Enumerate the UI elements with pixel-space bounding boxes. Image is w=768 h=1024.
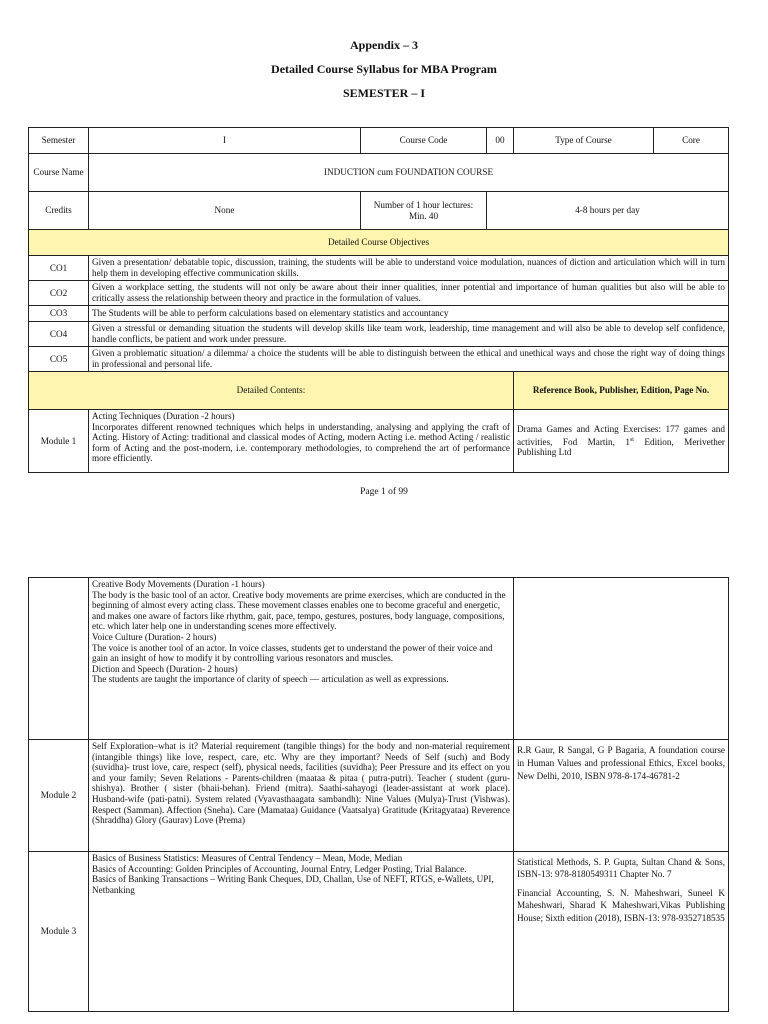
- type-value: Core: [654, 128, 729, 154]
- module-3-row: [29, 852, 729, 1012]
- course-code-value: 00: [487, 128, 514, 154]
- module-1-reference: [514, 410, 729, 473]
- info-row: [29, 128, 729, 154]
- contents-heading-row: [29, 372, 729, 410]
- objectives-heading: Detailed Course Objectives: [29, 230, 729, 256]
- course-code-label: Course Code: [361, 128, 487, 154]
- objectives-heading-row: [29, 230, 729, 256]
- voice-culture-title: Voice Culture (Duration- 2 hours): [92, 631, 217, 642]
- objective-row: [29, 306, 729, 322]
- appendix-heading: Appendix – 3: [349, 38, 419, 52]
- objective-code: CO3: [29, 306, 89, 322]
- page-number: Page 1 of 99: [360, 487, 408, 497]
- contents-heading: Detailed Contents:: [29, 372, 514, 410]
- objective-text: Given a presentation/ debatable topic, discussion, training, the students will be able to understand voice modulation, nuances of diction and articulation which will in turn help them in developing effective communication skills.: [89, 256, 729, 281]
- semester-heading: SEMESTER – I: [342, 86, 426, 100]
- module-2-row: [29, 740, 729, 852]
- module-3-content: [89, 852, 514, 1012]
- module-3-banking: Basics of Banking Transactions – Writing Bank Cheques, DD, Challan, Use of NEFT, RTGS, e-Wallets, UPI, Netbanking: [92, 874, 494, 895]
- module-1-ref-text: Drama Games and Acting Exercises: 177 games and activities, Fod Martin, 1: [517, 424, 725, 447]
- objective-row: [29, 281, 729, 306]
- reference-heading: Reference Book, Publisher, Edition, Page No.: [514, 372, 729, 410]
- module-1-ref-superscript: st: [629, 436, 634, 443]
- objective-row: [29, 256, 729, 281]
- page-2: [0, 512, 768, 1024]
- objective-text: Given a stressful or demanding situation the students will develop skills like team work, leadership, time management and will also be able to develop self confidence, handle conflicts, be patient and work under pressure.: [89, 322, 729, 347]
- creative-body-movements-body: The body is the basic tool of an actor. Creative body movements are prime exercises, which are conducted in the beginning of almost every acting class. These movement classes enables one to become graceful and energetic, and makes one aware of factors like rhythm, gait, pace, tempo, gestures, postures, body language, compositions, etc. which later help one in understanding scenes more effectively.: [92, 589, 506, 632]
- objective-text: Given a workplace setting, the students will not only be aware about their inner qualities, inner potential and importance of human qualities but also will be able to critically assess the relationship between theory and practice in the formulation of values.: [89, 281, 729, 306]
- semester-label: Semester: [29, 128, 89, 154]
- module-1-body: Incorporates different renowned techniques which helps in understanding, analysing and applying the craft of Acting. History of Acting: traditional and classical modes of Acting, modern Acting i.e. method Acting / realistic form of Acting and the post-modern, i.e. contemporary methodologies, to comprehend the art of performance more efficiently.: [92, 421, 510, 464]
- diction-speech-title: Diction and Speech (Duration- 2 hours): [92, 663, 238, 674]
- document-title: Detailed Course Syllabus for MBA Program: [271, 62, 497, 76]
- semester-value: I: [89, 128, 361, 154]
- objective-row: [29, 347, 729, 372]
- module-1-continued-reference: [514, 578, 729, 740]
- lectures-label: Number of 1 hour lectures: Min. 40: [361, 192, 487, 230]
- objective-text: Given a problematic situation/ a dilemma/ a choice the students will be able to distinguish between the ethical and unethical ways and chose the right way of doing things in professional and personal life.: [89, 347, 729, 372]
- module-3-statistics: Basics of Business Statistics: Measures of Central Tendency – Mean, Mode, Median: [92, 853, 403, 863]
- module-3-reference: [514, 852, 729, 1012]
- credits-value: None: [89, 192, 361, 230]
- module-1-continued-content: [89, 578, 514, 740]
- objective-code: CO4: [29, 322, 89, 347]
- voice-culture-body: The voice is another tool of an actor. In voice classes, students get to understand the power of their voice and gain an insight of how to modify it by controlling various resonators and muscles.: [92, 642, 493, 664]
- module-2-reference: R.R Gaur, R Sangal, G P Bagaria, A foundation course in Human Values and professional Ethics, Excel books, New Delhi, 2010, ISBN 978-8-174-46781-2: [514, 740, 729, 852]
- objective-code: CO5: [29, 347, 89, 372]
- objective-row: [29, 322, 729, 347]
- creative-body-movements-title: Creative Body Movements (Duration -1 hours): [92, 579, 265, 589]
- syllabus-table-continued: [28, 577, 729, 1012]
- module-2-label: Module 2: [29, 740, 89, 852]
- module-1-row: [29, 410, 729, 473]
- credits-label: Credits: [29, 192, 89, 230]
- type-label: Type of Course: [514, 128, 654, 154]
- module-3-accounting: Basics of Accounting: Golden Principles of Accounting, Journal Entry, Ledger Posting, Trial Balance.: [92, 863, 467, 874]
- course-name-label: Course Name: [29, 154, 89, 192]
- module-3-reference-statistics: Statistical Methods, S. P. Gupta, Sultan Chand & Sons, ISBN-13: 978-8180549311 Chapter No. 7: [517, 857, 725, 880]
- objective-code: CO1: [29, 256, 89, 281]
- objective-code: CO2: [29, 281, 89, 306]
- module-1-label: Module 1: [29, 410, 89, 473]
- module-1-continued-label-cell: [29, 578, 89, 740]
- module-3-reference-accounting: Financial Accounting, S. N. Maheshwari, Suneel K Maheshwari, Sharad K Maheshwari,Vikas Publishing House; Sixth edition (2018), ISBN-13: 978-9352718535: [517, 887, 725, 923]
- module-3-label: Module 3: [29, 852, 89, 1012]
- course-name-row: [29, 154, 729, 192]
- hours-value: 4-8 hours per day: [487, 192, 729, 230]
- module-2-content: Self Exploration–what is it? Material requirement (tangible things) for the body and non-material requirement (intangible things) like love, respect, care, etc. Why are they important? Needs of Self (such) and Body (suvidha)- trust love, care, respect (self), physical needs, facilities (suvidha); Peer Pressure and its effect on you and your family; Seven Relations - Parents-children (maataa & pitaa ( putra-putri). Teacher ( student (guru-shishya). Brother ( sister (bhaii-behan). Friend (mitra). Saathi-sahayogi (leader-assistant at work place). Husband-wife (pati-patni). System related (Vyavasthaagata sambandh): Nine Values (Mulya)-Trust (Vishwas). Respect (Samman). Affection (Sneha). Care (Mamataa) Guidance (Vaatsalya) Gratitude (Kritagyataa) Reverence (Shraddha) Glory (Gaurav) Love (Prema): [89, 740, 514, 852]
- module-1-title: Acting Techniques (Duration -2 hours): [92, 411, 235, 421]
- objective-text: The Students will be able to perform calculations based on elementary statistics and accountancy: [89, 306, 729, 322]
- diction-speech-body: The students are taught the importance of clarity of speech — articulation as well as expressions.: [92, 674, 449, 685]
- module-1-ref-text-end: Edition, Merivether Publishing Ltd: [517, 436, 725, 458]
- module-1-content: [89, 410, 514, 473]
- syllabus-table: [28, 127, 729, 473]
- course-name-value: INDUCTION cum FOUNDATION COURSE: [89, 154, 729, 192]
- credits-row: [29, 192, 729, 230]
- module-1-continued-row: [29, 578, 729, 740]
